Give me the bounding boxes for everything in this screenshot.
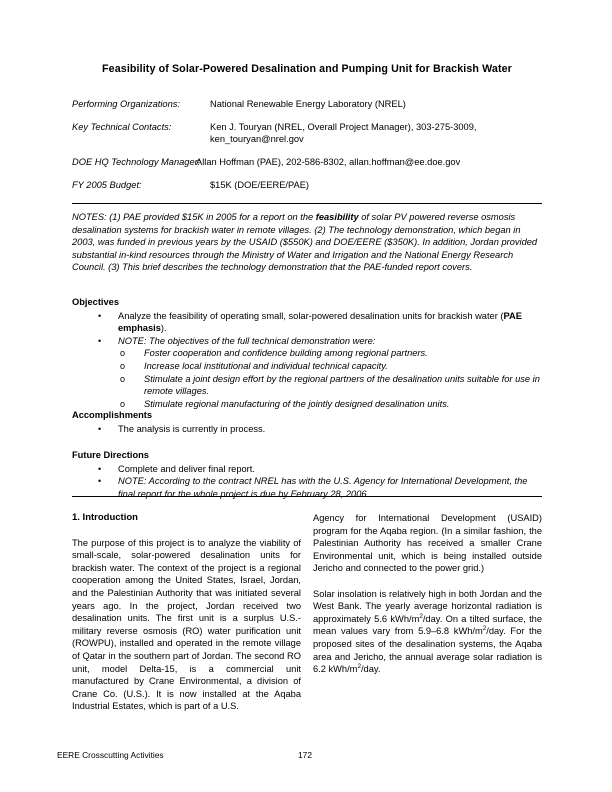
metadata-label: Performing Organizations: [72, 99, 180, 109]
list-item [72, 335, 542, 411]
metadata-label: FY 2005 Budget: [72, 180, 142, 191]
introduction-paragraph-right-1: Agency for International Development (USAID) program for the Aqaba region. (In a similar fashion, the Palestinian Authority has received a smaller Crane Environmental unit, which is being installed outside Jericho and connected to the power grid.) [313, 513, 542, 574]
metadata-value-line-2: ken_touryan@nrel.gov [210, 134, 304, 145]
list-item [118, 373, 542, 398]
sub-bullet-icon: o [120, 348, 126, 359]
bullet-icon: • [98, 310, 102, 321]
section-accomplishments [72, 409, 542, 435]
metadata-row-performing-organizations [72, 98, 542, 110]
objective-emphasis: PAE emphasis [118, 310, 522, 334]
sub-objective-text: Foster cooperation and confidence building among regional partners. [144, 348, 428, 359]
list-item [118, 347, 542, 360]
body-column-left [72, 512, 301, 713]
horizontal-rule-top [72, 203, 542, 204]
metadata-value: National Renewable Energy Laboratory (NREL) [210, 99, 406, 109]
sub-objective-text: Stimulate regional manufacturing of the jointly designed desalination units. [144, 398, 450, 409]
bullet-icon: • [98, 463, 102, 474]
introduction-paragraph-left: The purpose of this project is to analyze the viability of small-scale, solar-powered desalination units for brackish water. The context of the project is a regional cooperation among the United States, Israel, Jordan, and the Palestinian Authority that was initiated several years ago. In the project, Jordan received two desalination units. The first unit is a surplus U.S.-military reverse osmosis (RO) water purification unit (ROWPU), installed and operated in the remote village of Qatar in the southern part of Jordan. The second RO unit, model Delta-15, is a commercial unit manufactured by Crane Environmental, a division of Crane Co. (U.S.). It is now installed at the Aqaba Industrial Estates, which is part of a U.S. [72, 537, 301, 712]
bullet-icon: • [98, 335, 102, 346]
section-heading-introduction: 1. Introduction [72, 512, 138, 523]
list-item [72, 463, 542, 476]
future-directions-list [72, 463, 542, 501]
notes-text-part-2: of solar PV powered reverse osmosis desalination systems for brackish water in remote villages. (2) The technology demonstration, which began in 2003, was funded in previous years by the USAID ($550K) and DOE/EERE ($350K). In addition, Jordan provided substantial in-kind resources through the Ministry of Water and Irrigation and the National Energy Research Council. (3) This brief describes the technology demonstration that the PAE-funded report covers. [72, 212, 538, 273]
page-title: Feasibility of Solar-Powered Desalination and Pumping Unit for Brackish Water [102, 63, 512, 75]
section-objectives [72, 296, 542, 410]
metadata-row-doe-hq-technology-manager [72, 156, 542, 168]
section-heading-future-directions: Future Directions [72, 450, 149, 460]
list-item [72, 423, 542, 436]
future-direction-note-text: NOTE: According to the contract NREL has with the U.S. Agency for International Development, the final report for the whole project is due by February 28, 2006. [118, 476, 528, 499]
solar-text-b: /day. On a tilted surface, the mean values vary from 5.9–6.8 kWh/m [313, 613, 542, 637]
solar-text-a: Solar insolation is relatively high in both Jordan and the West Bank. The yearly average horizontal radiation is approximately 5.6 kWh/m [313, 588, 542, 624]
body-columns [72, 512, 542, 712]
footer-page-number: 172 [298, 750, 312, 760]
objectives-sublist [118, 347, 542, 410]
horizontal-rule-middle [72, 496, 542, 497]
accomplishment-text: The analysis is currently in process. [118, 423, 266, 434]
bullet-icon: • [98, 423, 102, 434]
body-column-right [313, 512, 542, 676]
introduction-paragraph-right-2 [313, 588, 542, 676]
sub-objective-text: Stimulate a joint design effort by the regional partners of the desalination units suitable for use in remote villages. [144, 373, 540, 397]
notes-emphasis: feasibility [315, 212, 359, 222]
objective-note-text: NOTE: The objectives of the full technical demonstration were: [118, 335, 376, 346]
objective-text-part-2: ). [160, 323, 167, 334]
future-direction-text: Complete and deliver final report. [118, 463, 255, 474]
sub-objective-text: Increase local institutional and individual technical capacity. [144, 360, 388, 371]
sub-bullet-icon: o [120, 398, 126, 409]
sub-bullet-icon: o [120, 373, 126, 384]
section-heading-accomplishments: Accomplishments [72, 410, 153, 420]
sub-bullet-icon: o [120, 360, 126, 371]
footer-program-label: EERE Crosscutting Activities [57, 750, 164, 760]
objective-text-part-1: Analyze the feasibility of operating small, solar-powered desalination units for brackish water ( [118, 310, 504, 321]
superscript-square-3: 2 [357, 663, 361, 671]
notes-paragraph [72, 211, 542, 274]
bullet-icon: • [98, 476, 102, 487]
section-heading-objectives: Objectives [72, 297, 120, 307]
solar-text-d: /day. [360, 664, 381, 675]
metadata-value: Allan Hoffman (PAE), 202-586-8302, allan.hoffman@ee.doe.gov [196, 157, 461, 168]
superscript-square-1: 2 [419, 612, 423, 620]
metadata-label: Key Technical Contacts: [72, 121, 172, 132]
notes-text-part-1: NOTES: (1) PAE provided $15K in 2005 for a report on the [72, 212, 316, 222]
metadata-value-line-1: Ken J. Touryan (NREL, Overall Project Manager), 303-275-3009, [210, 121, 477, 132]
metadata-value: $15K (DOE/EERE/PAE) [210, 180, 310, 191]
metadata-label: DOE HQ Technology Manager: [72, 157, 201, 168]
solar-text-c: /day. For the proposed sites of the desalination systems, the Aqaba area and Jericho, the annual average solar radiation is 6.2 kWh/m [313, 626, 542, 675]
superscript-square-2: 2 [482, 625, 487, 633]
metadata-value [210, 121, 542, 146]
list-item [72, 310, 542, 335]
document-metadata [72, 98, 542, 202]
metadata-row-key-technical-contacts [72, 121, 542, 146]
metadata-row-fy-2005-budget [72, 179, 542, 191]
objectives-list [72, 310, 542, 411]
section-future-directions [72, 449, 542, 500]
accomplishments-list [72, 423, 542, 436]
list-item [118, 360, 542, 373]
